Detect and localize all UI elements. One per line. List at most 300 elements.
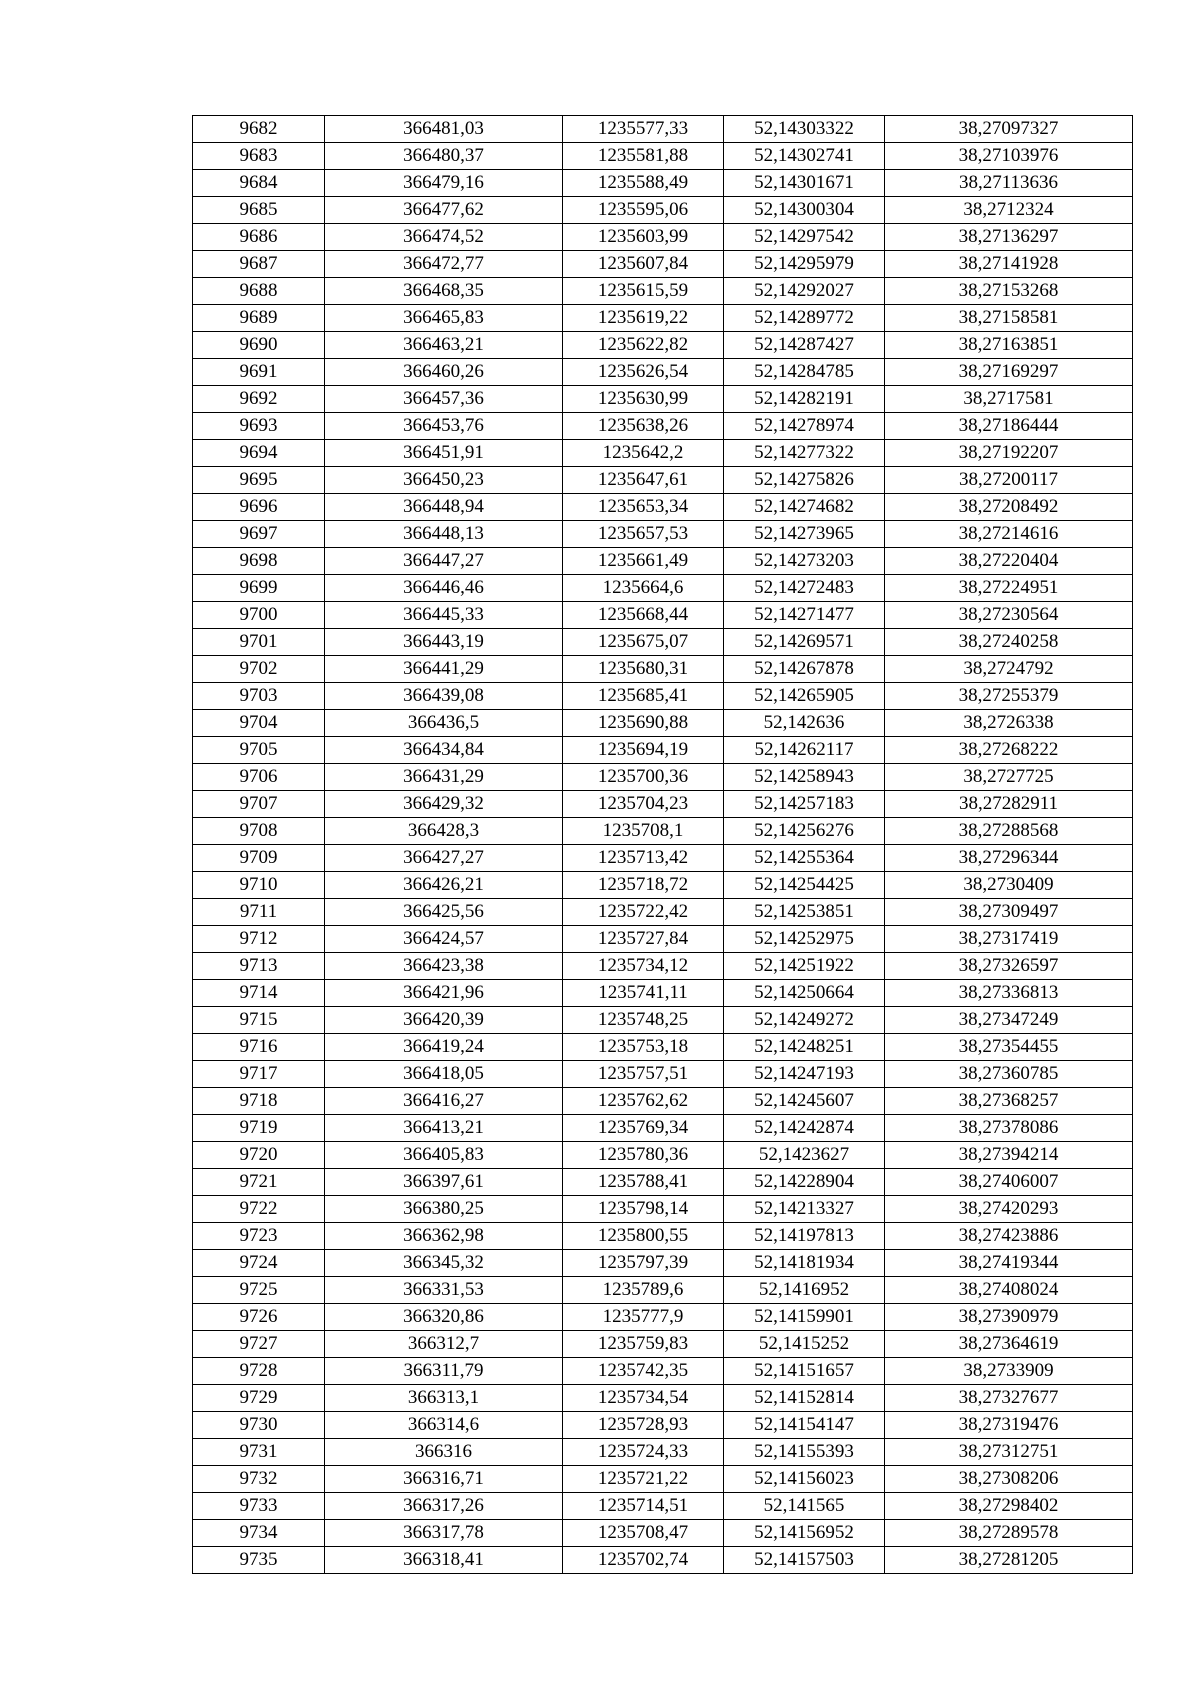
latitude-cell: 52,1423627 [724, 1142, 885, 1169]
longitude-cell: 38,27420293 [885, 1196, 1133, 1223]
point-number-cell: 9733 [193, 1493, 325, 1520]
latitude-cell: 52,14303322 [724, 116, 885, 143]
y-coordinate-cell: 1235680,31 [563, 656, 724, 683]
x-coordinate-cell: 366418,05 [325, 1061, 563, 1088]
longitude-cell: 38,27408024 [885, 1277, 1133, 1304]
x-coordinate-cell: 366451,91 [325, 440, 563, 467]
longitude-cell: 38,27200117 [885, 467, 1133, 494]
y-coordinate-cell: 1235581,88 [563, 143, 724, 170]
point-number-cell: 9724 [193, 1250, 325, 1277]
x-coordinate-cell: 366362,98 [325, 1223, 563, 1250]
longitude-cell: 38,27378086 [885, 1115, 1133, 1142]
latitude-cell: 52,14269571 [724, 629, 885, 656]
table-row [193, 1466, 1133, 1493]
table-row [193, 1142, 1133, 1169]
point-number-cell: 9704 [193, 710, 325, 737]
table-row [193, 1088, 1133, 1115]
y-coordinate-cell: 1235702,74 [563, 1547, 724, 1574]
latitude-cell: 52,14197813 [724, 1223, 885, 1250]
latitude-cell: 52,14258943 [724, 764, 885, 791]
y-coordinate-cell: 1235700,36 [563, 764, 724, 791]
table-row [193, 791, 1133, 818]
longitude-cell: 38,27136297 [885, 224, 1133, 251]
longitude-cell: 38,2727725 [885, 764, 1133, 791]
longitude-cell: 38,27214616 [885, 521, 1133, 548]
latitude-cell: 52,14292027 [724, 278, 885, 305]
longitude-cell: 38,27368257 [885, 1088, 1133, 1115]
y-coordinate-cell: 1235664,6 [563, 575, 724, 602]
x-coordinate-cell: 366480,37 [325, 143, 563, 170]
table-row [193, 521, 1133, 548]
longitude-cell: 38,27240258 [885, 629, 1133, 656]
point-number-cell: 9730 [193, 1412, 325, 1439]
x-coordinate-cell: 366447,27 [325, 548, 563, 575]
table-row [193, 278, 1133, 305]
y-coordinate-cell: 1235647,61 [563, 467, 724, 494]
point-number-cell: 9692 [193, 386, 325, 413]
y-coordinate-cell: 1235759,83 [563, 1331, 724, 1358]
y-coordinate-cell: 1235718,72 [563, 872, 724, 899]
coordinates-table-body [193, 116, 1133, 1574]
point-number-cell: 9722 [193, 1196, 325, 1223]
latitude-cell: 52,14213327 [724, 1196, 885, 1223]
x-coordinate-cell: 366474,52 [325, 224, 563, 251]
latitude-cell: 52,14257183 [724, 791, 885, 818]
longitude-cell: 38,27390979 [885, 1304, 1133, 1331]
x-coordinate-cell: 366380,25 [325, 1196, 563, 1223]
table-row [193, 899, 1133, 926]
latitude-cell: 52,1416952 [724, 1277, 885, 1304]
point-number-cell: 9699 [193, 575, 325, 602]
latitude-cell: 52,14245607 [724, 1088, 885, 1115]
x-coordinate-cell: 366331,53 [325, 1277, 563, 1304]
latitude-cell: 52,14255364 [724, 845, 885, 872]
latitude-cell: 52,14157503 [724, 1547, 885, 1574]
longitude-cell: 38,27289578 [885, 1520, 1133, 1547]
table-row [193, 1358, 1133, 1385]
latitude-cell: 52,14247193 [724, 1061, 885, 1088]
latitude-cell: 52,14289772 [724, 305, 885, 332]
table-row [193, 1304, 1133, 1331]
table-row [193, 1061, 1133, 1088]
x-coordinate-cell: 366345,32 [325, 1250, 563, 1277]
y-coordinate-cell: 1235708,47 [563, 1520, 724, 1547]
latitude-cell: 52,14242874 [724, 1115, 885, 1142]
point-number-cell: 9714 [193, 980, 325, 1007]
y-coordinate-cell: 1235797,39 [563, 1250, 724, 1277]
longitude-cell: 38,2712324 [885, 197, 1133, 224]
longitude-cell: 38,27364619 [885, 1331, 1133, 1358]
x-coordinate-cell: 366450,23 [325, 467, 563, 494]
longitude-cell: 38,27282911 [885, 791, 1133, 818]
point-number-cell: 9735 [193, 1547, 325, 1574]
table-row [193, 656, 1133, 683]
x-coordinate-cell: 366313,1 [325, 1385, 563, 1412]
x-coordinate-cell: 366431,29 [325, 764, 563, 791]
latitude-cell: 52,14273203 [724, 548, 885, 575]
latitude-cell: 52,142636 [724, 710, 885, 737]
latitude-cell: 52,14277322 [724, 440, 885, 467]
table-row [193, 548, 1133, 575]
table-row [193, 1520, 1133, 1547]
table-row [193, 467, 1133, 494]
point-number-cell: 9728 [193, 1358, 325, 1385]
y-coordinate-cell: 1235734,54 [563, 1385, 724, 1412]
longitude-cell: 38,27423886 [885, 1223, 1133, 1250]
y-coordinate-cell: 1235668,44 [563, 602, 724, 629]
longitude-cell: 38,2726338 [885, 710, 1133, 737]
latitude-cell: 52,14181934 [724, 1250, 885, 1277]
longitude-cell: 38,27103976 [885, 143, 1133, 170]
longitude-cell: 38,27158581 [885, 305, 1133, 332]
point-number-cell: 9715 [193, 1007, 325, 1034]
table-row [193, 818, 1133, 845]
latitude-cell: 52,14273965 [724, 521, 885, 548]
table-row [193, 440, 1133, 467]
y-coordinate-cell: 1235800,55 [563, 1223, 724, 1250]
x-coordinate-cell: 366434,84 [325, 737, 563, 764]
x-coordinate-cell: 366311,79 [325, 1358, 563, 1385]
x-coordinate-cell: 366320,86 [325, 1304, 563, 1331]
longitude-cell: 38,27268222 [885, 737, 1133, 764]
latitude-cell: 52,14151657 [724, 1358, 885, 1385]
table-row [193, 1547, 1133, 1574]
x-coordinate-cell: 366423,38 [325, 953, 563, 980]
point-number-cell: 9696 [193, 494, 325, 521]
y-coordinate-cell: 1235704,23 [563, 791, 724, 818]
latitude-cell: 52,14267878 [724, 656, 885, 683]
table-row [193, 143, 1133, 170]
table-row [193, 629, 1133, 656]
y-coordinate-cell: 1235642,2 [563, 440, 724, 467]
point-number-cell: 9723 [193, 1223, 325, 1250]
y-coordinate-cell: 1235777,9 [563, 1304, 724, 1331]
x-coordinate-cell: 366477,62 [325, 197, 563, 224]
x-coordinate-cell: 366448,13 [325, 521, 563, 548]
latitude-cell: 52,14155393 [724, 1439, 885, 1466]
y-coordinate-cell: 1235577,33 [563, 116, 724, 143]
x-coordinate-cell: 366419,24 [325, 1034, 563, 1061]
latitude-cell: 52,14248251 [724, 1034, 885, 1061]
table-row [193, 845, 1133, 872]
point-number-cell: 9713 [193, 953, 325, 980]
table-row [193, 494, 1133, 521]
point-number-cell: 9694 [193, 440, 325, 467]
y-coordinate-cell: 1235619,22 [563, 305, 724, 332]
longitude-cell: 38,27163851 [885, 332, 1133, 359]
y-coordinate-cell: 1235769,34 [563, 1115, 724, 1142]
longitude-cell: 38,27141928 [885, 251, 1133, 278]
latitude-cell: 52,14301671 [724, 170, 885, 197]
latitude-cell: 52,14228904 [724, 1169, 885, 1196]
longitude-cell: 38,27192207 [885, 440, 1133, 467]
y-coordinate-cell: 1235780,36 [563, 1142, 724, 1169]
point-number-cell: 9701 [193, 629, 325, 656]
y-coordinate-cell: 1235762,62 [563, 1088, 724, 1115]
longitude-cell: 38,27360785 [885, 1061, 1133, 1088]
point-number-cell: 9731 [193, 1439, 325, 1466]
longitude-cell: 38,27312751 [885, 1439, 1133, 1466]
y-coordinate-cell: 1235675,07 [563, 629, 724, 656]
x-coordinate-cell: 366420,39 [325, 1007, 563, 1034]
y-coordinate-cell: 1235603,99 [563, 224, 724, 251]
latitude-cell: 52,14278974 [724, 413, 885, 440]
table-row [193, 764, 1133, 791]
longitude-cell: 38,27319476 [885, 1412, 1133, 1439]
longitude-cell: 38,27224951 [885, 575, 1133, 602]
point-number-cell: 9707 [193, 791, 325, 818]
latitude-cell: 52,14302741 [724, 143, 885, 170]
y-coordinate-cell: 1235657,53 [563, 521, 724, 548]
longitude-cell: 38,27419344 [885, 1250, 1133, 1277]
point-number-cell: 9684 [193, 170, 325, 197]
longitude-cell: 38,27220404 [885, 548, 1133, 575]
point-number-cell: 9702 [193, 656, 325, 683]
x-coordinate-cell: 366317,78 [325, 1520, 563, 1547]
table-row [193, 359, 1133, 386]
longitude-cell: 38,27288568 [885, 818, 1133, 845]
y-coordinate-cell: 1235622,82 [563, 332, 724, 359]
point-number-cell: 9734 [193, 1520, 325, 1547]
point-number-cell: 9721 [193, 1169, 325, 1196]
latitude-cell: 52,14252975 [724, 926, 885, 953]
longitude-cell: 38,27354455 [885, 1034, 1133, 1061]
point-number-cell: 9729 [193, 1385, 325, 1412]
y-coordinate-cell: 1235789,6 [563, 1277, 724, 1304]
x-coordinate-cell: 366312,7 [325, 1331, 563, 1358]
table-row [193, 710, 1133, 737]
table-row [193, 1412, 1133, 1439]
point-number-cell: 9711 [193, 899, 325, 926]
x-coordinate-cell: 366318,41 [325, 1547, 563, 1574]
point-number-cell: 9727 [193, 1331, 325, 1358]
latitude-cell: 52,14152814 [724, 1385, 885, 1412]
point-number-cell: 9710 [193, 872, 325, 899]
table-row [193, 251, 1133, 278]
x-coordinate-cell: 366413,21 [325, 1115, 563, 1142]
point-number-cell: 9697 [193, 521, 325, 548]
x-coordinate-cell: 366465,83 [325, 305, 563, 332]
table-row [193, 872, 1133, 899]
x-coordinate-cell: 366397,61 [325, 1169, 563, 1196]
x-coordinate-cell: 366426,21 [325, 872, 563, 899]
table-row [193, 1034, 1133, 1061]
x-coordinate-cell: 366468,35 [325, 278, 563, 305]
y-coordinate-cell: 1235708,1 [563, 818, 724, 845]
longitude-cell: 38,27298402 [885, 1493, 1133, 1520]
x-coordinate-cell: 366445,33 [325, 602, 563, 629]
latitude-cell: 52,14253851 [724, 899, 885, 926]
table-row [193, 683, 1133, 710]
longitude-cell: 38,27255379 [885, 683, 1133, 710]
y-coordinate-cell: 1235661,49 [563, 548, 724, 575]
latitude-cell: 52,14274682 [724, 494, 885, 521]
y-coordinate-cell: 1235748,25 [563, 1007, 724, 1034]
latitude-cell: 52,14265905 [724, 683, 885, 710]
x-coordinate-cell: 366443,19 [325, 629, 563, 656]
table-row [193, 305, 1133, 332]
longitude-cell: 38,27153268 [885, 278, 1133, 305]
x-coordinate-cell: 366425,56 [325, 899, 563, 926]
point-number-cell: 9720 [193, 1142, 325, 1169]
x-coordinate-cell: 366479,16 [325, 170, 563, 197]
y-coordinate-cell: 1235694,19 [563, 737, 724, 764]
y-coordinate-cell: 1235630,99 [563, 386, 724, 413]
x-coordinate-cell: 366316 [325, 1439, 563, 1466]
latitude-cell: 52,1415252 [724, 1331, 885, 1358]
longitude-cell: 38,2733909 [885, 1358, 1133, 1385]
point-number-cell: 9682 [193, 116, 325, 143]
table-row [193, 116, 1133, 143]
table-row [193, 224, 1133, 251]
y-coordinate-cell: 1235615,59 [563, 278, 724, 305]
point-number-cell: 9689 [193, 305, 325, 332]
table-row [193, 1007, 1133, 1034]
y-coordinate-cell: 1235724,33 [563, 1439, 724, 1466]
longitude-cell: 38,27208492 [885, 494, 1133, 521]
table-row [193, 197, 1133, 224]
latitude-cell: 52,14297542 [724, 224, 885, 251]
x-coordinate-cell: 366439,08 [325, 683, 563, 710]
latitude-cell: 52,14284785 [724, 359, 885, 386]
table-row [193, 1277, 1133, 1304]
table-row [193, 413, 1133, 440]
x-coordinate-cell: 366448,94 [325, 494, 563, 521]
longitude-cell: 38,2724792 [885, 656, 1133, 683]
table-row [193, 1385, 1133, 1412]
point-number-cell: 9687 [193, 251, 325, 278]
y-coordinate-cell: 1235638,26 [563, 413, 724, 440]
table-row [193, 332, 1133, 359]
latitude-cell: 52,14282191 [724, 386, 885, 413]
longitude-cell: 38,27317419 [885, 926, 1133, 953]
point-number-cell: 9705 [193, 737, 325, 764]
point-number-cell: 9708 [193, 818, 325, 845]
point-number-cell: 9688 [193, 278, 325, 305]
latitude-cell: 52,14272483 [724, 575, 885, 602]
table-row [193, 1115, 1133, 1142]
latitude-cell: 52,14300304 [724, 197, 885, 224]
y-coordinate-cell: 1235741,11 [563, 980, 724, 1007]
y-coordinate-cell: 1235798,14 [563, 1196, 724, 1223]
x-coordinate-cell: 366463,21 [325, 332, 563, 359]
latitude-cell: 52,14154147 [724, 1412, 885, 1439]
y-coordinate-cell: 1235753,18 [563, 1034, 724, 1061]
longitude-cell: 38,27097327 [885, 116, 1133, 143]
y-coordinate-cell: 1235728,93 [563, 1412, 724, 1439]
longitude-cell: 38,27406007 [885, 1169, 1133, 1196]
point-number-cell: 9700 [193, 602, 325, 629]
point-number-cell: 9691 [193, 359, 325, 386]
point-number-cell: 9686 [193, 224, 325, 251]
x-coordinate-cell: 366428,3 [325, 818, 563, 845]
coordinates-table [192, 115, 1133, 1574]
longitude-cell: 38,27186444 [885, 413, 1133, 440]
point-number-cell: 9698 [193, 548, 325, 575]
y-coordinate-cell: 1235757,51 [563, 1061, 724, 1088]
x-coordinate-cell: 366421,96 [325, 980, 563, 1007]
x-coordinate-cell: 366314,6 [325, 1412, 563, 1439]
point-number-cell: 9690 [193, 332, 325, 359]
y-coordinate-cell: 1235727,84 [563, 926, 724, 953]
longitude-cell: 38,27326597 [885, 953, 1133, 980]
latitude-cell: 52,14251922 [724, 953, 885, 980]
latitude-cell: 52,14262117 [724, 737, 885, 764]
latitude-cell: 52,14249272 [724, 1007, 885, 1034]
x-coordinate-cell: 366436,5 [325, 710, 563, 737]
y-coordinate-cell: 1235788,41 [563, 1169, 724, 1196]
longitude-cell: 38,27347249 [885, 1007, 1133, 1034]
table-row [193, 953, 1133, 980]
x-coordinate-cell: 366460,26 [325, 359, 563, 386]
point-number-cell: 9726 [193, 1304, 325, 1331]
x-coordinate-cell: 366405,83 [325, 1142, 563, 1169]
longitude-cell: 38,27296344 [885, 845, 1133, 872]
point-number-cell: 9706 [193, 764, 325, 791]
x-coordinate-cell: 366481,03 [325, 116, 563, 143]
longitude-cell: 38,2730409 [885, 872, 1133, 899]
latitude-cell: 52,14275826 [724, 467, 885, 494]
table-row [193, 1196, 1133, 1223]
x-coordinate-cell: 366427,27 [325, 845, 563, 872]
table-row [193, 1493, 1133, 1520]
latitude-cell: 52,14159901 [724, 1304, 885, 1331]
latitude-cell: 52,14295979 [724, 251, 885, 278]
table-row [193, 170, 1133, 197]
point-number-cell: 9703 [193, 683, 325, 710]
table-row [193, 980, 1133, 1007]
latitude-cell: 52,141565 [724, 1493, 885, 1520]
point-number-cell: 9695 [193, 467, 325, 494]
y-coordinate-cell: 1235626,54 [563, 359, 724, 386]
x-coordinate-cell: 366472,77 [325, 251, 563, 278]
table-row [193, 602, 1133, 629]
y-coordinate-cell: 1235722,42 [563, 899, 724, 926]
point-number-cell: 9725 [193, 1277, 325, 1304]
longitude-cell: 38,27327677 [885, 1385, 1133, 1412]
x-coordinate-cell: 366441,29 [325, 656, 563, 683]
y-coordinate-cell: 1235588,49 [563, 170, 724, 197]
point-number-cell: 9719 [193, 1115, 325, 1142]
x-coordinate-cell: 366416,27 [325, 1088, 563, 1115]
longitude-cell: 38,27169297 [885, 359, 1133, 386]
x-coordinate-cell: 366316,71 [325, 1466, 563, 1493]
x-coordinate-cell: 366429,32 [325, 791, 563, 818]
point-number-cell: 9709 [193, 845, 325, 872]
table-row [193, 1169, 1133, 1196]
table-row [193, 1331, 1133, 1358]
point-number-cell: 9685 [193, 197, 325, 224]
longitude-cell: 38,27309497 [885, 899, 1133, 926]
latitude-cell: 52,14271477 [724, 602, 885, 629]
latitude-cell: 52,14287427 [724, 332, 885, 359]
table-row [193, 1223, 1133, 1250]
y-coordinate-cell: 1235734,12 [563, 953, 724, 980]
y-coordinate-cell: 1235713,42 [563, 845, 724, 872]
point-number-cell: 9717 [193, 1061, 325, 1088]
latitude-cell: 52,14254425 [724, 872, 885, 899]
longitude-cell: 38,27113636 [885, 170, 1133, 197]
x-coordinate-cell: 366453,76 [325, 413, 563, 440]
y-coordinate-cell: 1235721,22 [563, 1466, 724, 1493]
point-number-cell: 9716 [193, 1034, 325, 1061]
longitude-cell: 38,27230564 [885, 602, 1133, 629]
y-coordinate-cell: 1235595,06 [563, 197, 724, 224]
x-coordinate-cell: 366424,57 [325, 926, 563, 953]
latitude-cell: 52,14156952 [724, 1520, 885, 1547]
table-row [193, 386, 1133, 413]
longitude-cell: 38,27308206 [885, 1466, 1133, 1493]
